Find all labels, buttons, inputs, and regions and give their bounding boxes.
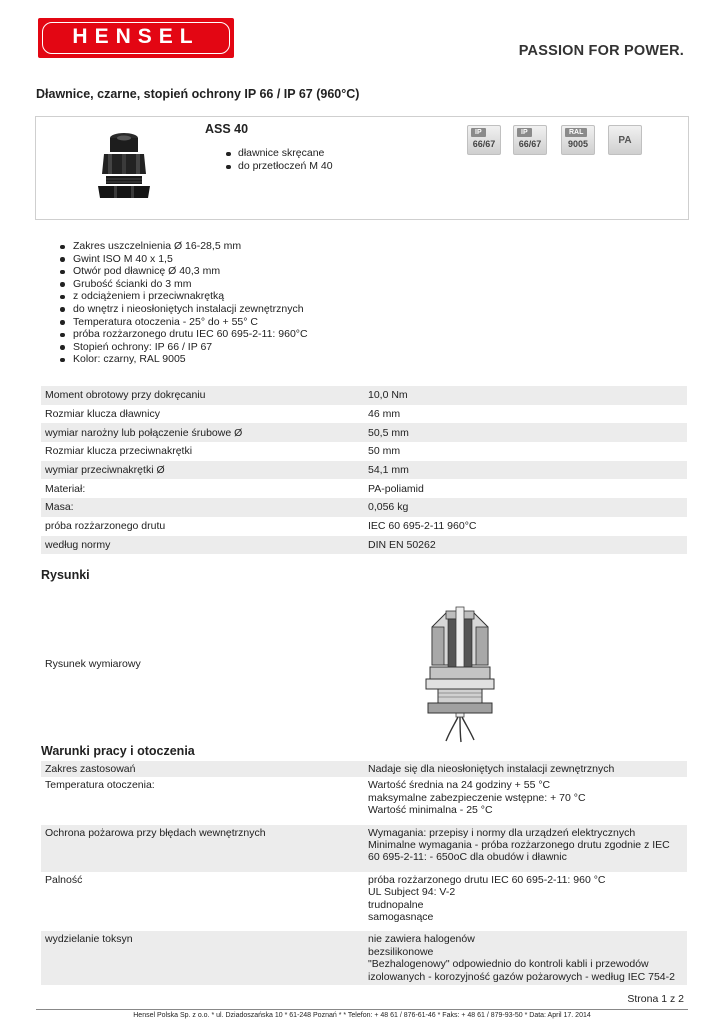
- table-value: 50,5 mm: [364, 423, 687, 442]
- footer-divider: [36, 1009, 688, 1010]
- value-line: "Bezhalogenowy" odpowiednio do kontroli kabli i przewodów: [368, 958, 649, 971]
- table-row: [41, 461, 687, 480]
- table-row: [41, 536, 687, 555]
- table-value: 46 mm: [368, 408, 401, 421]
- table-value: [364, 825, 687, 872]
- table-row: [41, 498, 687, 517]
- list-item: dławnice skręcane: [224, 147, 333, 160]
- badge-value: 66/67: [472, 139, 496, 149]
- table-label: według normy: [41, 536, 364, 555]
- badge-tab: IP: [471, 128, 486, 137]
- dimension-drawing: [424, 605, 496, 743]
- badge-value: PA: [618, 135, 632, 146]
- value-line: nie zawiera halogenów: [368, 933, 475, 946]
- table-row: [41, 777, 687, 824]
- list-item: do przetłoczeń M 40: [224, 160, 333, 173]
- tagline: PASSION FOR POWER.: [518, 43, 684, 59]
- spec-list: [57, 240, 308, 366]
- table-row: [41, 931, 687, 985]
- table-row: [41, 761, 687, 777]
- list-item: Kolor: czarny, RAL 9005: [57, 353, 308, 366]
- badge-value: 66/67: [518, 139, 542, 149]
- list-item: do wnętrz i nieosłoniętych instalacji zewnętrznych: [57, 303, 308, 316]
- value-line: maksymalne zabezpieczenie wstępne: + 70 °C: [368, 791, 586, 804]
- conditions-table: [41, 761, 687, 985]
- footer-address: Hensel Polska Sp. z o.o. * ul. Dziadoszańska 10 * 61-248 Poznań * * Telefon: + 48 61 / 876-61-46 * Faks: + 48 61 / 879-93-50 * Data: April 17. 2014: [133, 1012, 591, 1019]
- list-item: próba rozżarzonego drutu IEC 60 695-2-11: 960°C: [57, 328, 308, 341]
- product-name: ASS 40: [205, 122, 249, 136]
- table-row: [41, 825, 687, 872]
- table-value: [364, 931, 687, 985]
- material-badge: [608, 125, 642, 155]
- value-line: Wymagania: przepisy i normy dla urządzeń elektrycznych: [368, 826, 636, 839]
- table-row: [41, 423, 687, 442]
- table-label: próba rozżarzonego drutu: [45, 520, 166, 533]
- table-value: DIN EN 50262: [364, 536, 687, 555]
- hensel-logo: [38, 18, 234, 58]
- ip-rating-badge: [513, 125, 547, 155]
- drawings-heading: Rysunki: [41, 568, 90, 582]
- product-box: [35, 116, 689, 220]
- value-line: izolowanych - korozyjność gazów pożarowych - według IEC 754-2: [368, 970, 675, 983]
- conditions-heading: Warunki pracy i otoczenia: [41, 744, 195, 758]
- value-line: bezsilikonowe: [368, 945, 434, 958]
- value-line: Minimalne wymagania - próba rozżarzonego drutu zgodnie z IEC: [368, 839, 670, 852]
- list-item: Gwint ISO M 40 x 1,5: [57, 253, 308, 266]
- table-value: [364, 761, 687, 777]
- table-label: Palność: [45, 873, 83, 886]
- badge-tab: IP: [517, 128, 532, 137]
- product-features: [224, 147, 333, 173]
- value-line: Wartość średnia na 24 godziny + 55 °C: [368, 779, 551, 792]
- table-label: Ochrona pożarowa przy błędach wewnętrznych: [41, 825, 364, 872]
- table-row: [41, 517, 687, 536]
- table-row: [41, 442, 687, 461]
- table-value: 10,0 Nm: [364, 386, 687, 405]
- list-item: Stopień ochrony: IP 66 / IP 67: [57, 341, 308, 354]
- table-value: 50 mm: [368, 445, 401, 458]
- table-label: Moment obrotowy przy dokręcaniu: [41, 386, 364, 405]
- list-item: Otwór pod dławnicę Ø 40,3 mm: [57, 265, 308, 278]
- table-label: Rozmiar klucza przeciwnakrętki: [45, 445, 193, 458]
- logo-text: HENSEL: [72, 25, 200, 48]
- badge-value: 9005: [567, 139, 589, 149]
- value-line: Wartość minimalna - 25 °C: [368, 804, 493, 817]
- cable-gland-image: [94, 130, 154, 202]
- table-value: 54,1 mm: [364, 461, 687, 480]
- table-label: wydzielanie toksyn: [41, 931, 364, 985]
- technical-data-table: [41, 386, 687, 554]
- table-value: [364, 872, 687, 932]
- table-label: Materiał:: [45, 482, 86, 495]
- table-row: [41, 405, 687, 424]
- table-label: wymiar narożny lub połączenie śrubowe Ø: [41, 423, 364, 442]
- table-row: [41, 479, 687, 498]
- table-label: Rozmiar klucza dławnicy: [45, 408, 160, 421]
- value-line: UL Subject 94: V-2: [368, 886, 456, 899]
- value-line: trudnopalne: [368, 898, 424, 911]
- table-label: wymiar przeciwnakrętki Ø: [41, 461, 364, 480]
- list-item: Temperatura otoczenia - 25° do + 55° C: [57, 316, 308, 329]
- table-row: [41, 872, 687, 932]
- value-line: Nadaje się dla nieosłoniętych instalacji zewnętrznych: [368, 763, 615, 775]
- page-title: Dławnice, czarne, stopień ochrony IP 66 / IP 67 (960°C): [36, 87, 360, 101]
- value-line: 60 695-2-11: - 650oC dla obudów i dławnic: [368, 851, 567, 864]
- badge-tab: RAL: [565, 128, 587, 137]
- table-value: [364, 777, 687, 824]
- list-item: Grubość ścianki do 3 mm: [57, 278, 308, 291]
- value-line: próba rozżarzonego drutu IEC 60 695-2-11: 960 °C: [368, 873, 606, 886]
- drawing-label: Rysunek wymiarowy: [45, 658, 141, 670]
- table-value: IEC 60 695-2-11 960°C: [368, 520, 477, 533]
- table-label: Zakres zastosowań: [41, 761, 364, 777]
- ral-color-badge: [561, 125, 595, 155]
- table-value: PA-poliamid: [368, 482, 424, 495]
- list-item: Zakres uszczelnienia Ø 16-28,5 mm: [57, 240, 308, 253]
- page-number: Strona 1 z 2: [627, 993, 684, 1005]
- ip-rating-badge: [467, 125, 501, 155]
- table-label: Temperatura otoczenia:: [45, 779, 155, 792]
- table-value: 0,056 kg: [364, 498, 687, 517]
- table-row: [41, 386, 687, 405]
- value-line: samogasnące: [368, 911, 434, 924]
- table-label: Masa:: [41, 498, 364, 517]
- list-item: z odciążeniem i przeciwnakrętką: [57, 290, 308, 303]
